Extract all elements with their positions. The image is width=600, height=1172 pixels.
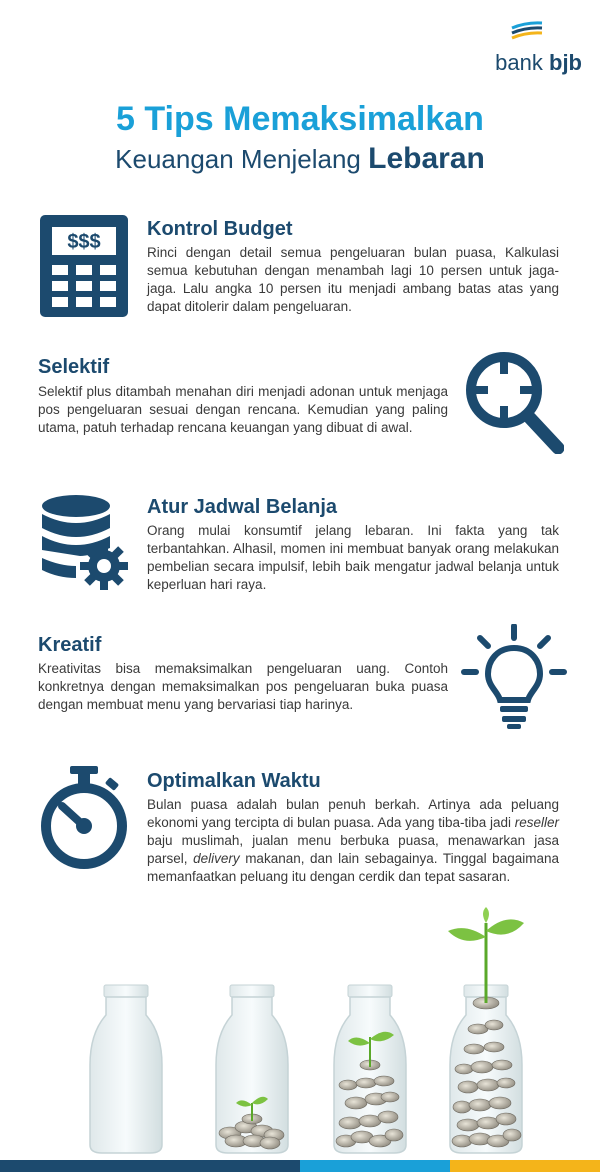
jar-plant-large: [448, 907, 524, 1153]
page-title: 5 Tips Memaksimalkan: [116, 100, 484, 138]
calc-display-label: $$$: [67, 231, 101, 253]
stopwatch-icon: [40, 766, 128, 870]
logo-name-light: bank: [495, 50, 549, 75]
jar-sprout-medium: [334, 985, 406, 1153]
page-subtitle: [0, 142, 600, 176]
tip-heading-optimalkan-waktu: Optimalkan Waktu: [147, 770, 321, 792]
tip-body-kreatif: Kreativitas bisa memaksimalkan pengeluaran uang. Contoh konkretnya dengan memaksimalkan pos pengeluaran buka puasa dengan membuat menu yang bervariasi tiap harinya.: [38, 661, 448, 712]
tip5-text-2: baju muslimah, jualan menu berbuka puasa, menawarkan jasa parsel,: [147, 833, 559, 866]
jars-illustration: [0, 905, 600, 1160]
tip-body-selektif: Selektif plus ditambah menahan diri menjadi adonan untuk menjaga pos pengeluaran sesuai dengan rencana. Kemudian yang paling utama, patuh terhadap rencana keuangan yang dibuat di awal.: [38, 384, 448, 435]
tip5-text-1: Bulan puasa adalah bulan penuh berkah. Artinya ada peluang ekonomi yang tercipta di bulan puasa. Ada yang tiba-tiba jadi: [147, 797, 559, 830]
footer-bar-gold: [450, 1160, 600, 1172]
jar-sprout-small: [216, 985, 288, 1153]
subtitle-light: Keuangan Menjelang: [115, 144, 369, 174]
footer-bar-navy: [0, 1160, 300, 1172]
footer-bar-cyan: [300, 1160, 450, 1172]
tip5-italic-delivery: delivery: [193, 851, 240, 866]
subtitle-bold: Lebaran: [368, 142, 485, 175]
footer-color-bar: [0, 1160, 600, 1172]
magnifier-icon: [462, 348, 564, 454]
tip-heading-kreatif: Kreatif: [38, 634, 102, 656]
tip-body-kontrol-budget: Rinci dengan detail semua pengeluaran bulan puasa, Kalkulasi semua kebutuhan dengan menambah lagi 10 persen untuk jaga-jaga. Lalu angka 10 persen itu menjadi ambang batas atas yang dapat ditolerir dalam pengeluaran.: [147, 245, 559, 314]
tip-heading-atur-jadwal: Atur Jadwal Belanja: [147, 496, 338, 518]
database-gear-icon: [40, 494, 130, 592]
tip5-italic-reseller: reseller: [514, 815, 560, 830]
logo-name-bold: bjb: [549, 50, 582, 75]
lightbulb-icon: [460, 624, 568, 730]
tip5-text-3: makanan, dan lain sebagainya. Tinggal bagaimana memanfaatkan peluang itu dengan cerdik dan tepat sasaran.: [147, 851, 559, 884]
calculator-icon: [40, 215, 128, 317]
tip-heading-selektif: Selektif: [38, 356, 110, 378]
logo-text: [495, 50, 582, 76]
tip-body-atur-jadwal: Orang mulai konsumtif jelang lebaran. Ini fakta yang tak terbantahkan. Alhasil, momen ini membuat banyak orang melakukan pembelian secara impulsif, lebih baik mengatur jadwal belanja untuk keperluan hari raya.: [147, 523, 559, 592]
jar-empty: [90, 985, 162, 1153]
logo-swoosh-icon: [510, 20, 544, 42]
bank-logo: [482, 20, 582, 80]
tip-body-optimalkan-waktu: [147, 796, 559, 886]
tip-heading-kontrol-budget: Kontrol Budget: [147, 218, 293, 240]
